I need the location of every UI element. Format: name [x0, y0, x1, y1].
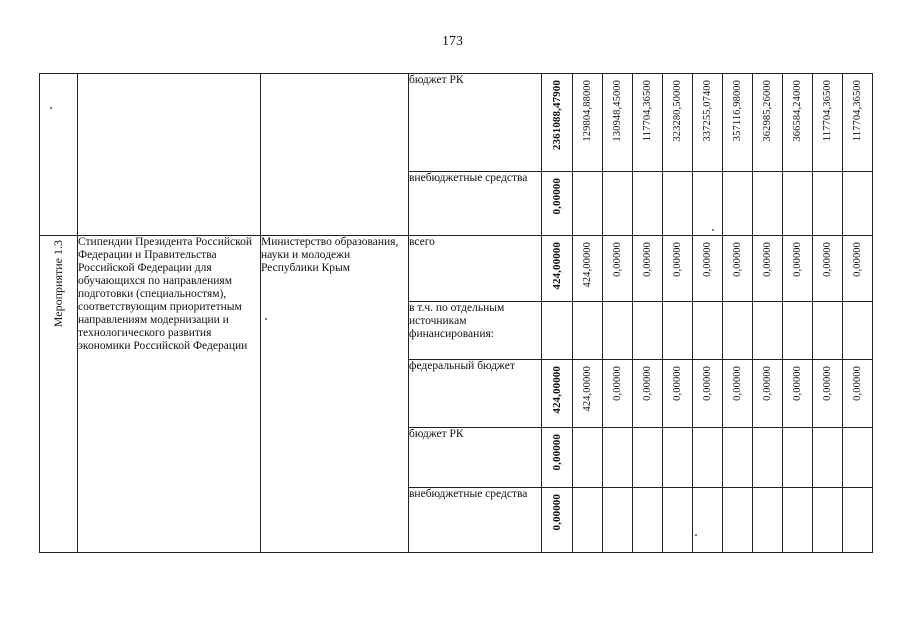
- year-cell: [753, 302, 783, 360]
- year-value: 117704,36500: [822, 80, 833, 142]
- total-value: 424,00000: [550, 242, 563, 290]
- total-cell: [542, 236, 573, 302]
- funding-source: внебюджетные средства: [409, 488, 542, 553]
- activity-code: Мероприятие 1.3: [51, 240, 65, 328]
- empty-cell-code: [40, 74, 78, 236]
- budget-table: [39, 73, 873, 553]
- year-cell: [663, 488, 693, 553]
- year-cell: [723, 488, 753, 553]
- year-cell: [813, 172, 843, 236]
- total-value: 0,00000: [550, 178, 563, 215]
- total-value: 424,00000: [550, 366, 563, 414]
- year-cell: [663, 172, 693, 236]
- year-cell: [813, 302, 843, 360]
- total-cell: [542, 172, 573, 236]
- year-cell: [663, 74, 693, 172]
- year-value: 0,00000: [672, 242, 683, 277]
- year-value: 424,00000: [582, 366, 593, 412]
- year-cell: [603, 488, 633, 553]
- year-value: 0,00000: [852, 242, 863, 277]
- year-value: 129804,88000: [582, 80, 593, 142]
- year-cell: [723, 302, 753, 360]
- year-cell: [783, 488, 813, 553]
- year-cell: [663, 236, 693, 302]
- year-cell: [573, 488, 603, 553]
- total-cell: [542, 302, 573, 360]
- year-cell: [693, 302, 723, 360]
- year-value: 0,00000: [852, 366, 863, 401]
- year-cell: [693, 74, 723, 172]
- year-cell: [573, 302, 603, 360]
- year-value: 0,00000: [612, 366, 623, 401]
- year-cell: [603, 236, 633, 302]
- funding-source: федеральный бюджет: [409, 360, 542, 428]
- year-cell: [843, 360, 873, 428]
- activity-executor: Министерство образования, науки и молодежи Республики Крым: [261, 236, 409, 553]
- year-value: 0,00000: [612, 242, 623, 277]
- year-cell: [783, 236, 813, 302]
- total-cell: [542, 428, 573, 488]
- year-value: 0,00000: [732, 242, 743, 277]
- scan-speck: [50, 107, 52, 109]
- total-value: 0,00000: [550, 434, 563, 471]
- year-value: 0,00000: [822, 366, 833, 401]
- funding-source: бюджет РК: [409, 74, 542, 172]
- year-value: 0,00000: [732, 366, 743, 401]
- year-cell: [663, 302, 693, 360]
- year-cell: [633, 172, 663, 236]
- year-cell: [603, 302, 633, 360]
- year-value: 130948,45000: [612, 80, 623, 142]
- activity-code-cell: [40, 236, 78, 553]
- year-cell: [693, 488, 723, 553]
- year-cell: [573, 428, 603, 488]
- year-value: 0,00000: [702, 242, 713, 277]
- year-value: 117704,36500: [642, 80, 653, 142]
- total-value: 2361088,47900: [550, 80, 563, 151]
- year-cell: [753, 236, 783, 302]
- year-cell: [573, 236, 603, 302]
- year-cell: [843, 428, 873, 488]
- year-value: 0,00000: [642, 242, 653, 277]
- year-value: 323280,50000: [672, 80, 683, 142]
- year-value: 0,00000: [822, 242, 833, 277]
- scan-speck: [265, 318, 267, 320]
- year-cell: [813, 428, 843, 488]
- page-number: 173: [442, 34, 463, 49]
- year-cell: [783, 428, 813, 488]
- year-cell: [573, 172, 603, 236]
- year-cell: [723, 236, 753, 302]
- year-value: 0,00000: [672, 366, 683, 401]
- year-cell: [753, 74, 783, 172]
- year-cell: [723, 428, 753, 488]
- total-cell: [542, 74, 573, 172]
- year-cell: [603, 360, 633, 428]
- year-cell: [693, 428, 723, 488]
- year-cell: [573, 74, 603, 172]
- empty-cell-executor: [261, 74, 409, 236]
- year-cell: [783, 172, 813, 236]
- funding-source: бюджет РК: [409, 428, 542, 488]
- year-cell: [633, 428, 663, 488]
- activity-name: Стипендии Президента Российской Федерации и Правительства Российской Федерации для обучающихся по направлениям подготовки (специальностям), соответствующим приоритетным направлениям модернизации и технологического развития экономики Российской Федерации: [78, 236, 261, 553]
- year-cell: [693, 172, 723, 236]
- year-cell: [843, 172, 873, 236]
- year-cell: [603, 172, 633, 236]
- year-cell: [843, 236, 873, 302]
- year-value: 0,00000: [792, 366, 803, 401]
- total-cell: [542, 360, 573, 428]
- scan-speck: [712, 229, 714, 231]
- year-cell: [663, 360, 693, 428]
- year-cell: [633, 236, 663, 302]
- year-value: 366584,24000: [792, 80, 803, 142]
- year-value: 0,00000: [642, 366, 653, 401]
- year-cell: [603, 428, 633, 488]
- year-cell: [693, 360, 723, 428]
- year-value: 424,00000: [582, 242, 593, 288]
- year-value: 357116,98000: [732, 80, 743, 142]
- year-cell: [753, 428, 783, 488]
- year-value: 362985,26000: [762, 80, 773, 142]
- year-value: 117704,36500: [852, 80, 863, 142]
- year-cell: [603, 74, 633, 172]
- total-value: 0,00000: [550, 494, 563, 531]
- funding-source: внебюджетные средства: [409, 172, 542, 236]
- year-cell: [843, 488, 873, 553]
- year-cell: [813, 236, 843, 302]
- year-cell: [633, 74, 663, 172]
- year-value: 0,00000: [702, 366, 713, 401]
- year-value: 0,00000: [762, 242, 773, 277]
- year-cell: [783, 302, 813, 360]
- year-cell: [573, 360, 603, 428]
- year-cell: [723, 360, 753, 428]
- year-cell: [843, 74, 873, 172]
- year-cell: [723, 172, 753, 236]
- year-value: 337255,07400: [702, 80, 713, 142]
- table-row: [40, 74, 873, 172]
- year-cell: [753, 488, 783, 553]
- empty-cell-name: [78, 74, 261, 236]
- year-cell: [813, 360, 843, 428]
- year-cell: [633, 302, 663, 360]
- year-cell: [663, 428, 693, 488]
- year-cell: [633, 488, 663, 553]
- year-cell: [633, 360, 663, 428]
- year-cell: [783, 74, 813, 172]
- year-cell: [723, 74, 753, 172]
- year-cell: [813, 74, 843, 172]
- year-cell: [783, 360, 813, 428]
- total-cell: [542, 488, 573, 553]
- year-cell: [753, 360, 783, 428]
- year-cell: [843, 302, 873, 360]
- year-value: 0,00000: [762, 366, 773, 401]
- year-value: 0,00000: [792, 242, 803, 277]
- year-cell: [813, 488, 843, 553]
- year-cell: [693, 236, 723, 302]
- funding-source: всего: [409, 236, 542, 302]
- table-row: [40, 236, 873, 302]
- funding-source: в т.ч. по отдельным источникам финансирования:: [409, 302, 542, 360]
- year-cell: [753, 172, 783, 236]
- scan-speck: [695, 534, 697, 536]
